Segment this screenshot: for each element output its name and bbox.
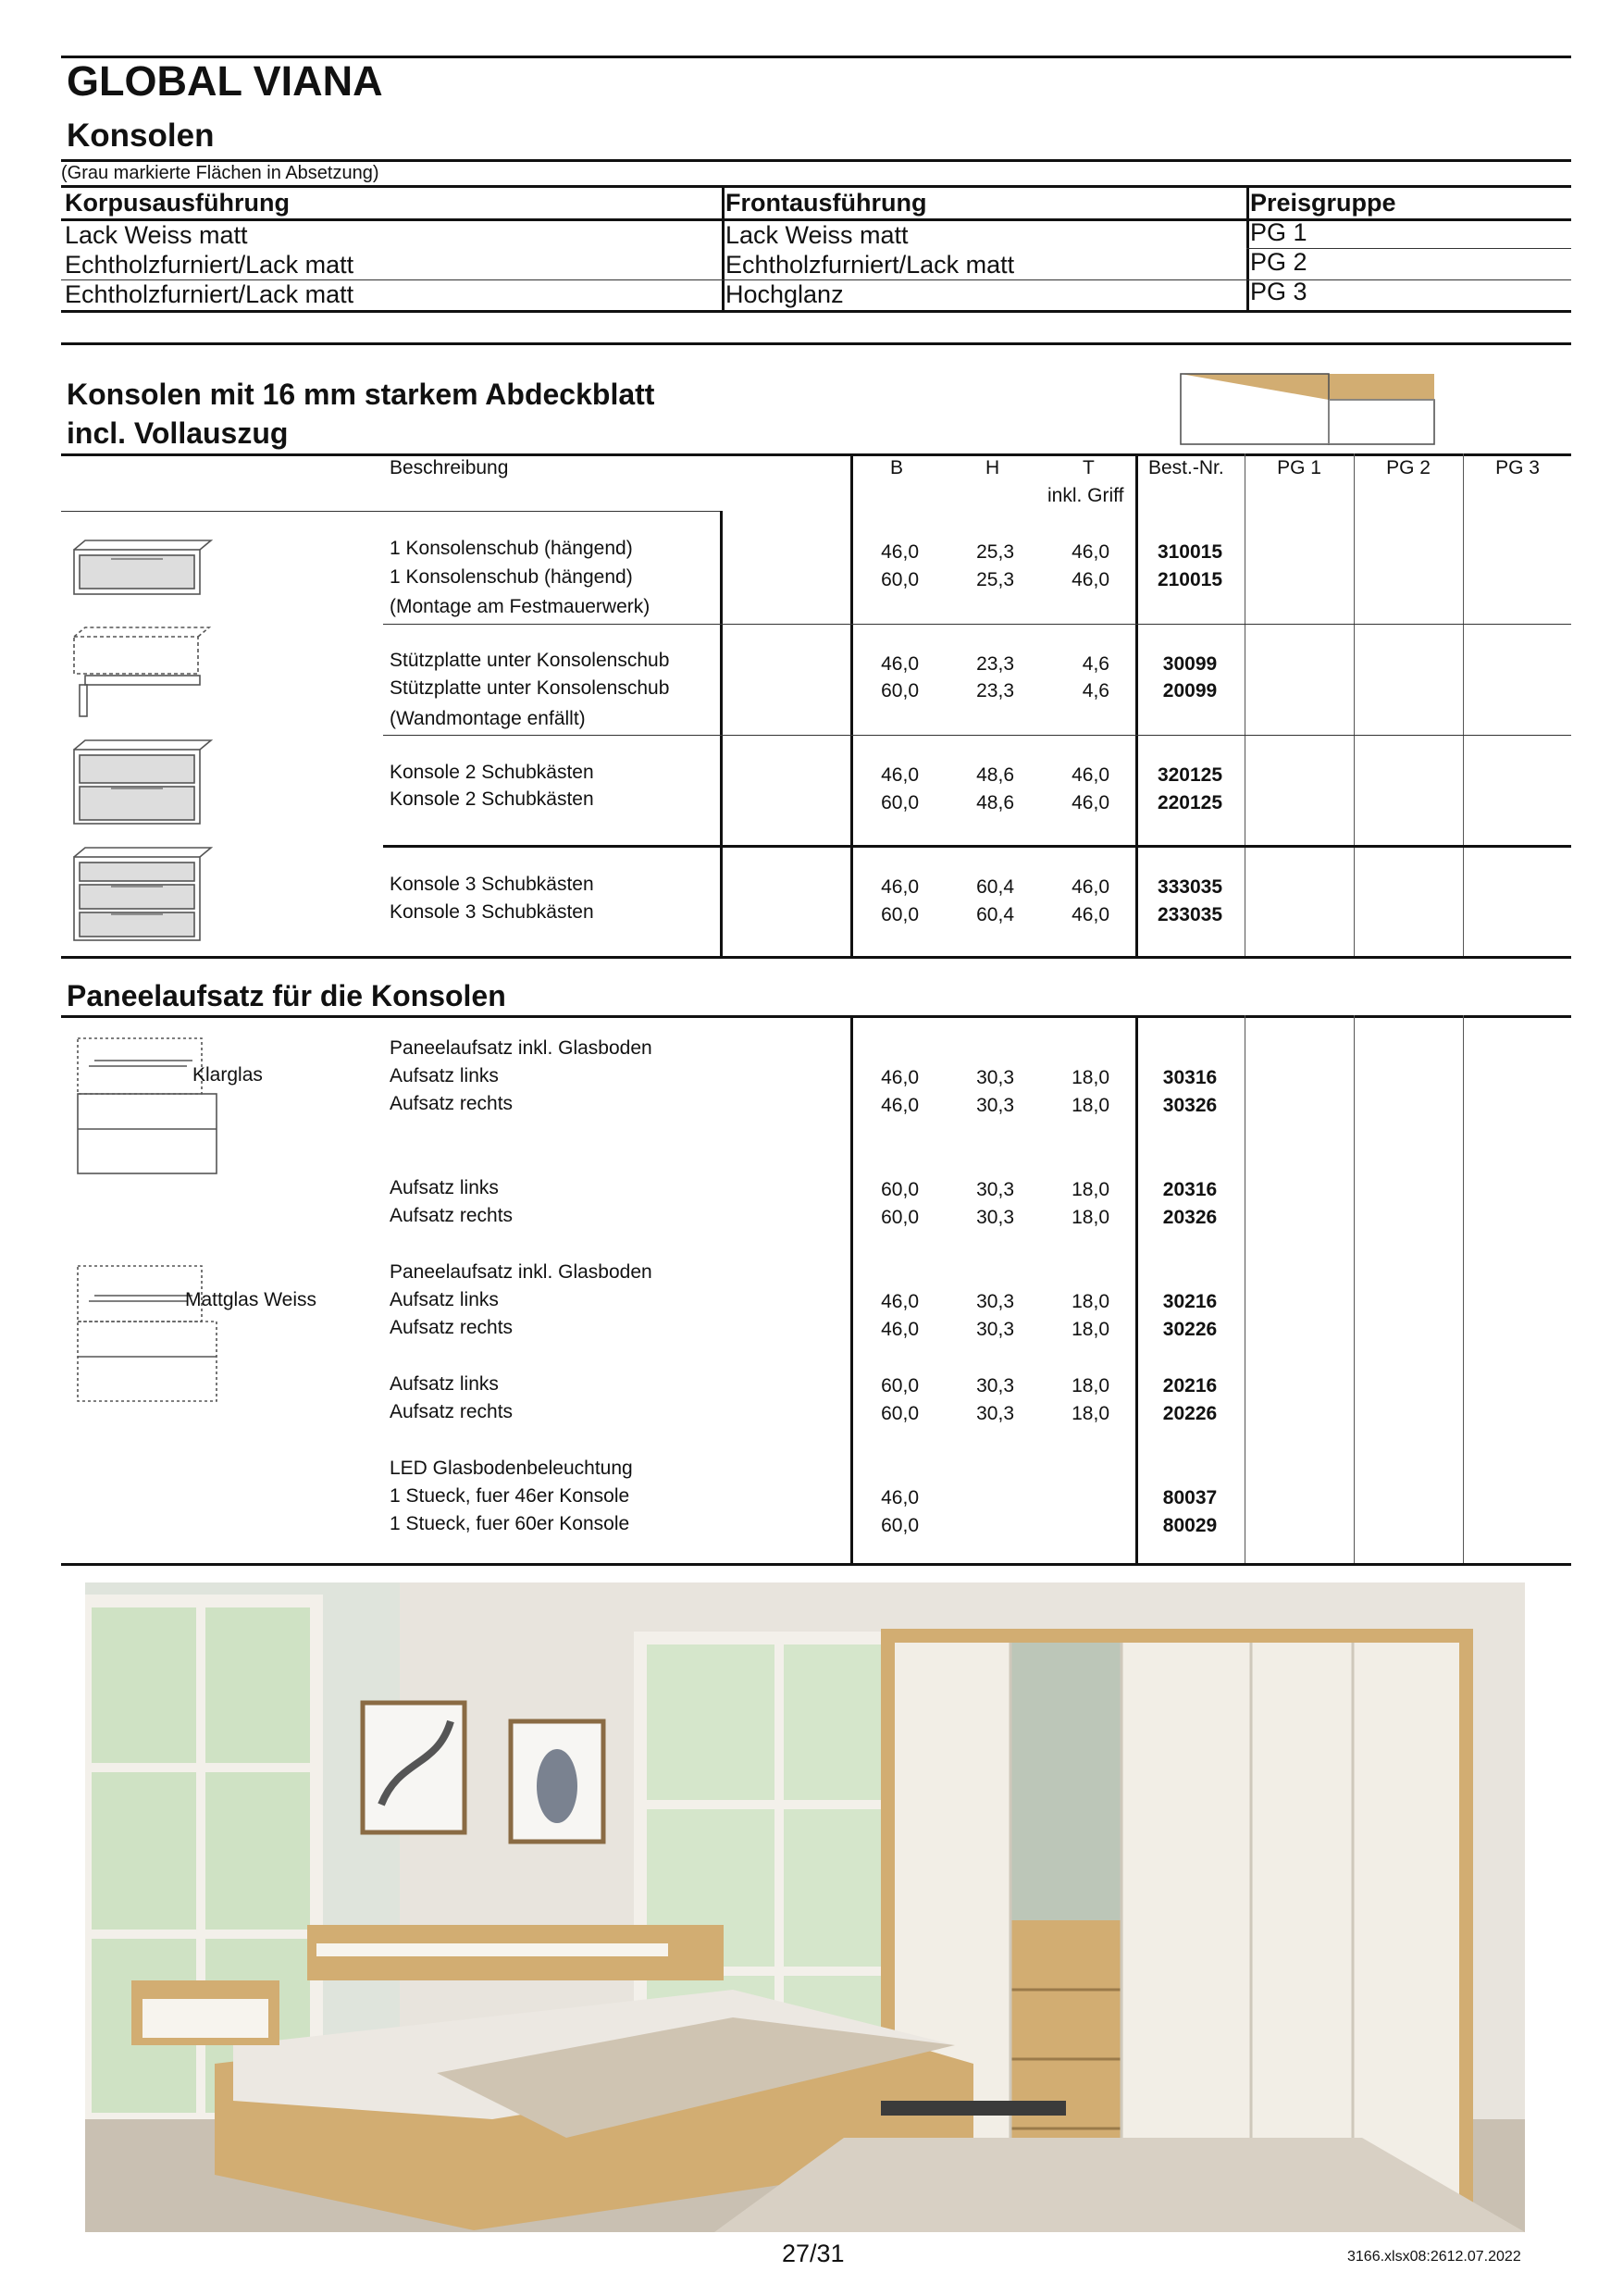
s2-row10-text: Aufsatz rechts [390,1401,514,1422]
g2-line2-nr: 20099 [1162,680,1218,701]
s2-row2-t: 18,0 [1072,1067,1109,1088]
material-divider-2 [1246,187,1249,311]
g1-line1-nr: 310015 [1157,541,1223,563]
s2-row10-h: 30,3 [976,1403,1014,1424]
s1-line-pg3 [1463,511,1464,957]
g2-line2-text: Stützplatte unter Konsolenschub [390,677,670,699]
g4-line2-nr: 233035 [1157,904,1223,925]
s2-row9-nr: 20216 [1162,1375,1218,1396]
s2-row3-nr: 30326 [1162,1095,1218,1116]
g2-line1-h: 23,3 [976,653,1014,675]
g3-line2-h: 48,6 [976,792,1014,813]
s2-row12-text: 1 Stueck, fuer 46er Konsole [390,1485,630,1507]
material-divider-1 [722,187,725,311]
s2-row5-t: 18,0 [1072,1207,1109,1228]
material-row-3-korpus: Echtholzfurniert/Lack matt [65,280,354,308]
s2-row7-nr: 30216 [1162,1291,1218,1312]
g2-line1-nr: 30099 [1162,653,1218,675]
s2-row3-h: 30,3 [976,1095,1014,1116]
panel-mattglass-sketch [76,1264,224,1403]
s2-row4-t: 18,0 [1072,1179,1109,1200]
s2-row3-text: Aufsatz rechts [390,1093,514,1114]
bedroom-photo [85,1582,1525,2232]
g4-line2-t: 46,0 [1072,904,1109,925]
g3-line1-text: Konsole 2 Schubkästen [390,762,594,783]
label-klarglas: Klarglas [192,1064,263,1086]
g1-line1-h: 25,3 [976,541,1014,563]
page-number: 27/31 [782,2240,845,2267]
brand-title: GLOBAL VIANA [67,57,383,105]
section1-top-rule [61,342,1571,345]
g2-line2-h: 23,3 [976,680,1014,701]
page-subtitle: Konsolen [67,118,215,154]
subtitle-rule [61,159,1571,162]
col-pg1: PG 1 [1277,457,1321,478]
g2-line2-t: 4,6 [1082,680,1109,701]
s2-row7-b: 46,0 [881,1291,919,1312]
g4-line2-b: 60,0 [881,904,919,925]
g1-line2-b: 60,0 [881,569,919,590]
s2-row13-b: 60,0 [881,1515,919,1536]
section1-title-2: incl. Vollauszug [67,416,289,450]
s2-row8-h: 30,3 [976,1319,1014,1340]
s2-row8-b: 46,0 [881,1319,919,1340]
s2-row7-t: 18,0 [1072,1291,1109,1312]
section1-head-rule [61,453,1571,456]
section1-title-1: Konsolen mit 16 mm starkem Abdeckblatt [67,378,655,411]
g3-line2-text: Konsole 2 Schubkästen [390,788,594,810]
s2-row8-nr: 30226 [1162,1319,1218,1340]
note-text: (Grau markierte Flächen in Absetzung) [61,163,379,183]
s2-row8-t: 18,0 [1072,1319,1109,1340]
two-drawer-sketch [74,740,211,825]
material-head-front: Frontausführung [725,189,927,217]
g1-line2-nr: 210015 [1157,569,1223,590]
material-row-1-korpus: Lack Weiss matt [65,221,248,249]
col-b: B [890,457,904,478]
g3-line1-nr: 320125 [1157,764,1223,786]
s2-row9-t: 18,0 [1072,1375,1109,1396]
s2-row10-t: 18,0 [1072,1403,1109,1424]
col-beschreibung: Beschreibung [390,457,509,478]
g3-line1-b: 46,0 [881,764,919,786]
g4-line2-h: 60,4 [976,904,1014,925]
section1-bottom-rule [61,956,1571,959]
col-h: H [985,457,1000,478]
g4-line1-text: Konsole 3 Schubkästen [390,874,594,895]
label-mattglas: Mattglas Weiss [185,1289,316,1310]
g4-line2-text: Konsole 3 Schubkästen [390,901,594,923]
section2-head-rule [61,1015,1571,1018]
s2-row11-text: LED Glasbodenbeleuchtung [390,1458,633,1479]
group-rule-1 [383,624,1571,625]
g3-line2-t: 46,0 [1072,792,1109,813]
s2-row4-nr: 20316 [1162,1179,1218,1200]
s2-row7-text: Aufsatz links [390,1289,499,1310]
s2-row2-text: Aufsatz links [390,1065,499,1086]
top-panel-illustration [1181,374,1434,444]
s2-row7-h: 30,3 [976,1291,1014,1312]
head-sep-pg2 [1354,453,1355,511]
g2-line1-b: 46,0 [881,653,919,675]
g2-line2-b: 60,0 [881,680,919,701]
g2-line1-text: Stützplatte unter Konsolenschub [390,650,670,671]
g2-line1-t: 4,6 [1082,653,1109,675]
s2-row2-nr: 30316 [1162,1067,1218,1088]
g1-line3-text: (Montage am Festmauerwerk) [390,596,650,617]
s2-row1-text: Paneelaufsatz inkl. Glasboden [390,1037,652,1059]
panel-clearglass-sketch [76,1036,224,1175]
s2-line-pg2 [1354,1015,1355,1564]
g3-line1-t: 46,0 [1072,764,1109,786]
g3-line2-nr: 220125 [1157,792,1223,813]
material-row-2-pg: PG 2 [1250,248,1307,276]
section2-title: Paneelaufsatz für die Konsolen [67,979,506,1012]
s2-row2-h: 30,3 [976,1067,1014,1088]
s1-line-pg2 [1354,511,1355,957]
g1-line1-text: 1 Konsolenschub (hängend) [390,538,633,559]
s2-row12-b: 46,0 [881,1487,919,1508]
support-plate-sketch [72,627,211,718]
head-sep-pg3 [1463,453,1464,511]
s2-row5-b: 60,0 [881,1207,919,1228]
s2-row5-text: Aufsatz rechts [390,1205,514,1226]
s2-row9-text: Aufsatz links [390,1373,499,1395]
material-row-1-front: Lack Weiss matt [725,221,909,249]
s2-row4-text: Aufsatz links [390,1177,499,1198]
col-pg3: PG 3 [1495,457,1540,478]
material-head-pg: Preisgruppe [1250,189,1396,217]
material-row-3-pg: PG 3 [1250,278,1307,305]
s2-line-pg3 [1463,1015,1464,1564]
group-rule-2 [383,735,1571,736]
head-sep-b [850,453,853,511]
g2-line3-text: (Wandmontage enfällt) [390,708,586,729]
s2-row9-h: 30,3 [976,1375,1014,1396]
s2-row12-nr: 80037 [1162,1487,1218,1508]
col-best-nr: Best.-Nr. [1148,457,1224,478]
material-row-2-korpus: Echtholzfurniert/Lack matt [65,251,354,279]
three-drawer-sketch [74,848,211,942]
g4-line1-b: 46,0 [881,876,919,898]
s2-row3-b: 46,0 [881,1095,919,1116]
s2-row4-b: 60,0 [881,1179,919,1200]
note-rule [61,185,1571,188]
g1-line2-t: 46,0 [1072,569,1109,590]
s1-line-desc [720,511,723,957]
s2-row4-h: 30,3 [976,1179,1014,1200]
s2-row6-text: Paneelaufsatz inkl. Glasboden [390,1261,652,1283]
s2-row10-b: 60,0 [881,1403,919,1424]
g4-line1-nr: 333035 [1157,876,1223,898]
s2-row5-nr: 20326 [1162,1207,1218,1228]
file-reference: 3166.xlsx08:2612.07.2022 [1347,2249,1521,2265]
material-bottom-rule [61,310,1571,313]
material-row-2-front: Echtholzfurniert/Lack matt [725,251,1015,279]
material-row-3-front: Hochglanz [725,280,844,308]
s2-row13-text: 1 Stueck, fuer 60er Konsole [390,1513,630,1534]
head-sep-nr [1135,453,1138,511]
s2-row9-b: 60,0 [881,1375,919,1396]
col-t-note: inkl. Griff [1047,485,1124,506]
s1-line-nr [1135,511,1138,957]
section2-bottom-rule [61,1563,1571,1566]
g1-line2-h: 25,3 [976,569,1014,590]
g1-line2-text: 1 Konsolenschub (hängend) [390,566,633,588]
group-rule-3 [383,845,1571,848]
s2-row13-nr: 80029 [1162,1515,1218,1536]
col-pg2: PG 2 [1386,457,1431,478]
g4-line1-t: 46,0 [1072,876,1109,898]
g4-line1-h: 60,4 [976,876,1014,898]
s2-row2-b: 46,0 [881,1067,919,1088]
header-bottom-rule-left [61,511,721,512]
g3-line1-h: 48,6 [976,764,1014,786]
hanging-drawer-sketch [74,540,211,596]
s2-row5-h: 30,3 [976,1207,1014,1228]
g1-line1-t: 46,0 [1072,541,1109,563]
s2-row10-nr: 20226 [1162,1403,1218,1424]
s2-line-nr [1135,1015,1138,1564]
g3-line2-b: 60,0 [881,792,919,813]
material-head-korpus: Korpusausführung [65,189,290,217]
g1-line1-b: 46,0 [881,541,919,563]
material-row-1-pg: PG 1 [1250,218,1307,246]
col-t: T [1083,457,1095,478]
s2-row3-t: 18,0 [1072,1095,1109,1116]
s2-row8-text: Aufsatz rechts [390,1317,514,1338]
